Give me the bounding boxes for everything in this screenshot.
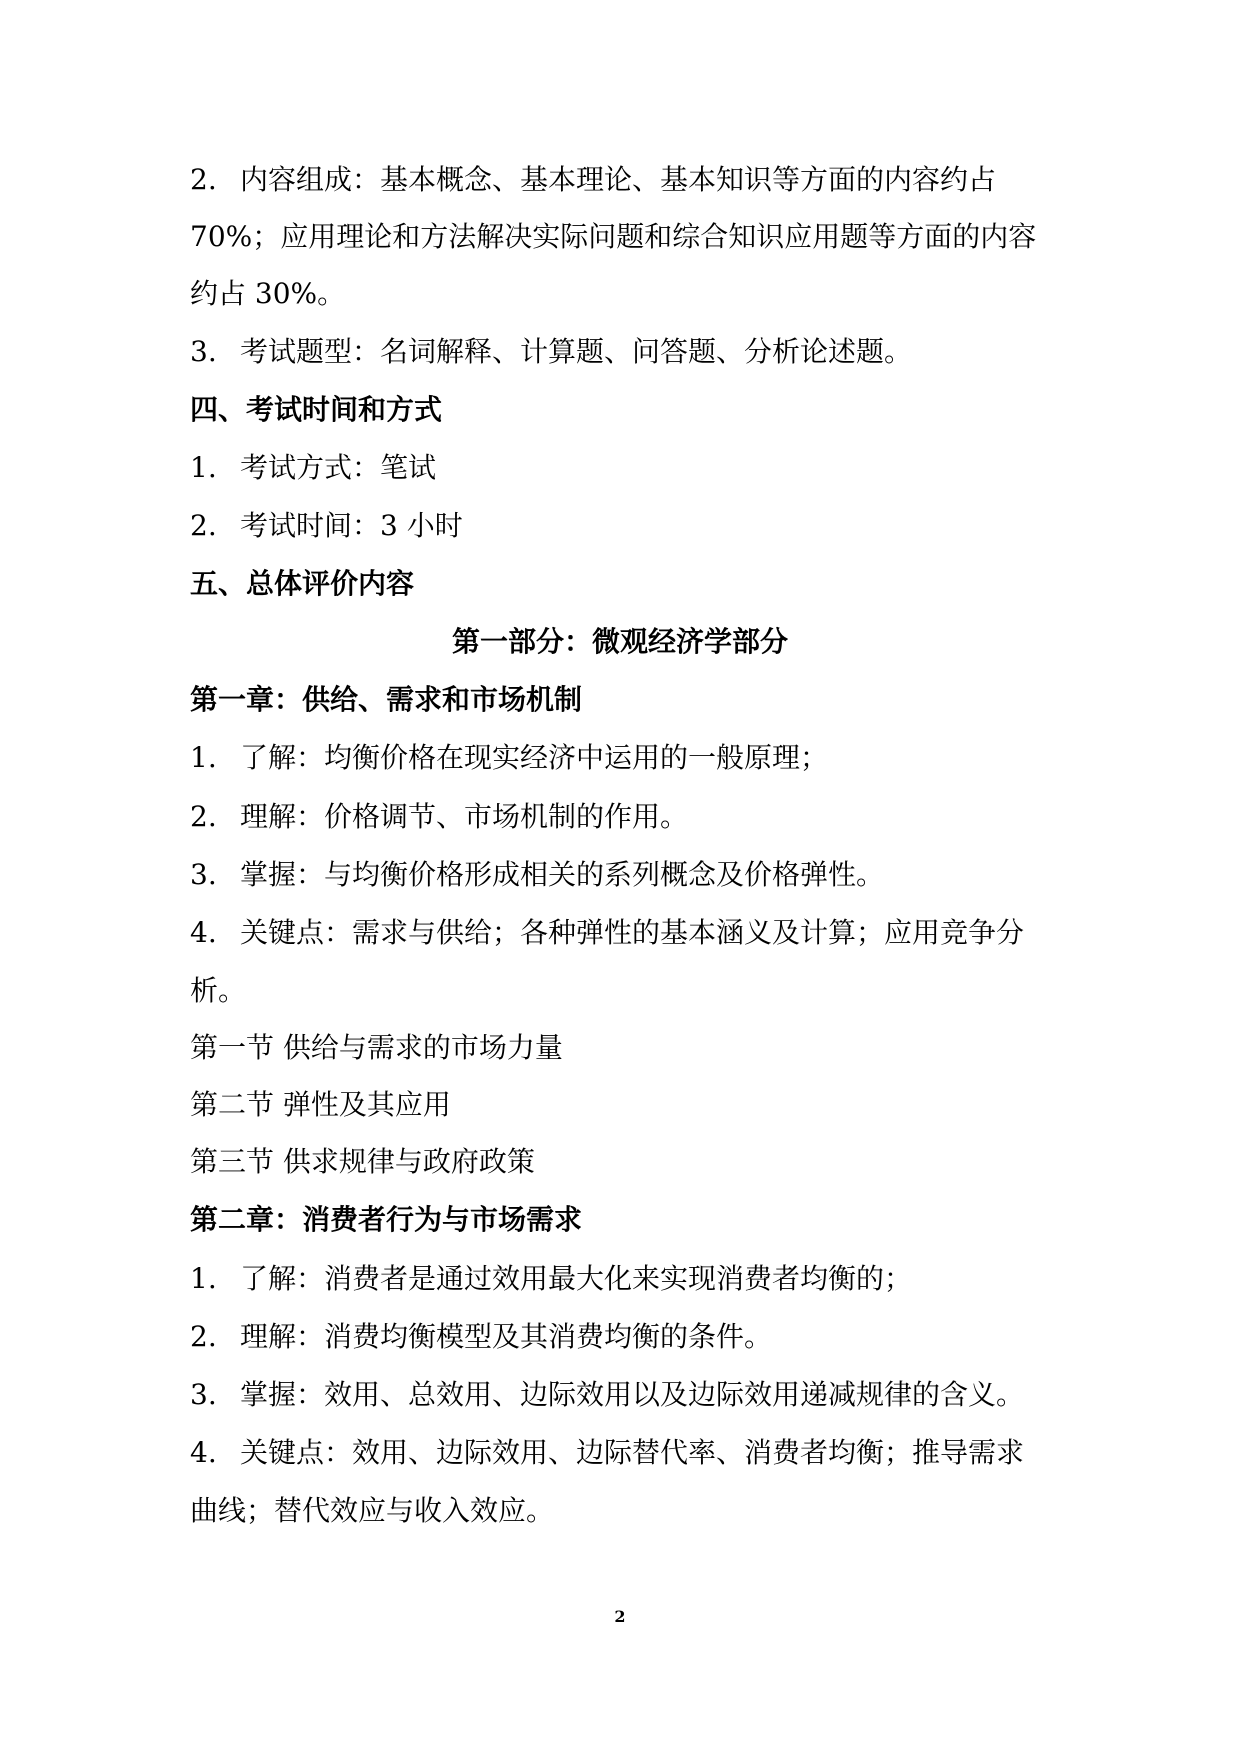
- sec4-item1-number: 1.: [190, 451, 217, 484]
- ch2-item3-text: 掌握：效用、总效用、边际效用以及边际效用递减规律的含义。: [240, 1378, 1025, 1411]
- item3-text: 考试题型：名词解释、计算题、问答题、分析论述题。: [240, 335, 913, 368]
- section5-heading: 五、总体评价内容: [190, 567, 415, 600]
- item2-number: 2.: [190, 163, 217, 196]
- ch1-item4-line1: [190, 916, 1024, 950]
- ch1-item1: [190, 741, 828, 775]
- ch2-item3-number: 3.: [190, 1378, 217, 1411]
- section4-heading: 四、考试时间和方式: [190, 393, 443, 426]
- item3: [190, 335, 912, 369]
- sec4-item2-number: 2.: [190, 509, 217, 542]
- ch1-item1-number: 1.: [190, 741, 217, 774]
- chapter2-heading: 第二章：消费者行为与市场需求: [190, 1203, 583, 1236]
- ch1-item2-text: 理解：价格调节、市场机制的作用。: [240, 800, 689, 833]
- item2-text-line1: 内容组成：基本概念、基本理论、基本知识等方面的内容约占: [240, 163, 997, 196]
- ch1-item4-number: 4.: [190, 916, 217, 949]
- ch2-item2-number: 2.: [190, 1320, 217, 1353]
- item2-line3: 约占 30%。: [190, 277, 346, 310]
- ch1-item4-text-line1: 关键点：需求与供给；各种弹性的基本涵义及计算；应用竞争分: [240, 916, 1025, 949]
- ch1-item2: [190, 800, 688, 834]
- ch2-item1-text: 了解：消费者是通过效用最大化来实现消费者均衡的；: [240, 1262, 913, 1295]
- ch1-item4-line2: 析。: [190, 974, 247, 1007]
- ch1-section3: 第三节 供求规律与政府政策: [190, 1145, 535, 1178]
- ch1-item3-text: 掌握：与均衡价格形成相关的系列概念及价格弹性。: [240, 858, 885, 891]
- ch1-item3-number: 3.: [190, 858, 217, 891]
- ch1-item2-number: 2.: [190, 800, 217, 833]
- sec4-item1-text: 考试方式：笔试: [240, 451, 437, 484]
- ch1-section1: 第一节 供给与需求的市场力量: [190, 1031, 563, 1064]
- part1-heading: 第一部分：微观经济学部分: [451, 625, 788, 658]
- sec4-item2: [190, 509, 463, 543]
- ch1-item3: [190, 858, 884, 892]
- ch2-item4-text-line1: 关键点：效用、边际效用、边际替代率、消费者均衡；推导需求: [240, 1436, 1025, 1469]
- item2-line2: 70%；应用理论和方法解决实际问题和综合知识应用题等方面的内容: [190, 220, 1037, 253]
- item2-line1: [190, 163, 996, 197]
- ch1-item1-text: 了解：均衡价格在现实经济中运用的一般原理；: [240, 741, 829, 774]
- page-number: 2: [614, 1607, 626, 1626]
- ch2-item1: [190, 1262, 912, 1296]
- ch2-item3: [190, 1378, 1024, 1412]
- ch2-item4-line1: [190, 1436, 1024, 1470]
- ch1-section2: 第二节 弹性及其应用: [190, 1088, 451, 1121]
- ch2-item1-number: 1.: [190, 1262, 217, 1295]
- chapter1-heading: 第一章：供给、需求和市场机制: [190, 683, 583, 716]
- item3-number: 3.: [190, 335, 217, 368]
- ch2-item2-text: 理解：消费均衡模型及其消费均衡的条件。: [240, 1320, 773, 1353]
- sec4-item2-text: 考试时间：3 小时: [240, 509, 463, 542]
- ch2-item2: [190, 1320, 772, 1354]
- ch2-item4-line2: 曲线；替代效应与收入效应。: [190, 1494, 555, 1527]
- sec4-item1: [190, 451, 436, 485]
- ch2-item4-number: 4.: [190, 1436, 217, 1469]
